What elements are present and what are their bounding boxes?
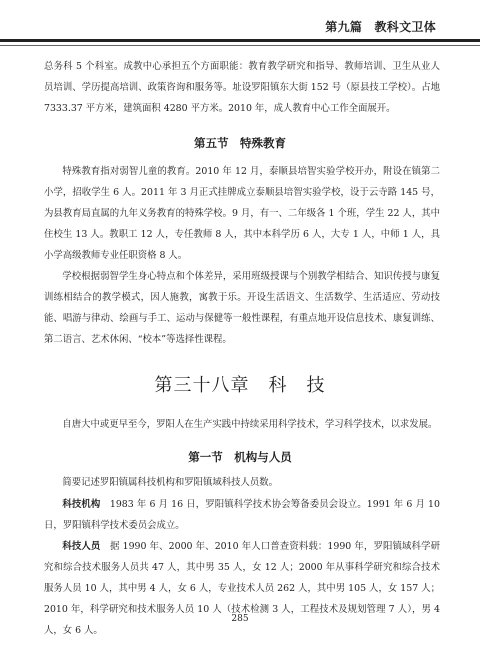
section-title-institutions-personnel: 第一节 机构与人员 <box>188 450 292 464</box>
label-tech-institutions: 科技机构 <box>62 499 101 510</box>
paragraph-special-education-teaching: 学校根据弱智学生身心特点和个体差异，采用班级授课与个别教学相结合、知识传授与康复训练相结合的教学模式，因人施教，寓教于乐。开设生活语文、生活数学、生活适应、劳动技能、唱游与律动、绘画与手工、运动与保健等一般性课程，有重点地开设信息技术、康复训练、第二语言、艺术休闲、“校本”等选择性课程。 <box>44 271 440 345</box>
text-tech-institutions: 1983 年 6 月 16 日，罗阳镇科学技术协会筹备委员会设立。1991 年 6 月 10 日，罗阳镇科学技术委员会成立。 <box>44 499 440 531</box>
section-title-special-education: 第五节 特殊教育 <box>194 136 286 150</box>
paragraph-special-education-intro: 特殊教育指对弱智儿童的教育。2010 年 12 月，泰顺县培智实验学校开办，附设在镇第二小学，招收学生 6 人。2011 年 3 月正式挂牌成立泰顺县培智实验学校，设于云寺路 145 号，为县教育局直属的九年义务教育的特殊学校。9 月，有一、二年级各 1 个班，学生 22 人，其中住校生 13 人。教职工 12 人，专任教师 8 人，其中本科学历 6 人，大专 1 人，中师 1 人，具小学高级教师专业任职资格 8 人。 <box>44 166 440 261</box>
paragraph-section-summary: 简要记述罗阳镇属科技机构和罗阳镇域科技人员数。 <box>62 477 278 488</box>
paragraph-tech-personnel <box>44 536 440 641</box>
label-tech-personnel: 科技人员 <box>62 541 101 552</box>
header-rule-thick <box>0 39 480 42</box>
running-head-title: 第九篇 教科文卫体 <box>325 20 436 34</box>
paragraph-tech-institutions <box>44 494 440 536</box>
paragraph-adult-education-cont: 总务科 5 个科室。成教中心承担五个方面职能：教育教学研究和指导、教师培训、卫生从业人员培训、学历提高培训、政策咨询和服务等。址设罗阳镇东大街 152 号（原县技工学校）。占地 7333.37 平方米，建筑面积 4280 平方米。2010 年，成人教育中心工作全面展开。 <box>44 61 440 114</box>
chapter-title: 第三十八章 科 技 <box>154 375 326 396</box>
paragraph-chapter-intro: 自唐大中或更早至今，罗阳人在生产实践中持续采用科学技术，学习科学技术，以求发展。 <box>62 419 438 430</box>
text-tech-personnel: 据 1990 年、2000 年、2010 年人口普查资料载：1990 年，罗阳镇域科学研究和综合技术服务人员共 47 人，其中男 35 人，女 12 人；2000 年从事科学研究和综合技术服务人员 10 人，其中男 4 人，女 6 人，专业技术人员 262 人，其中男 105 人，女 157 人；2010 年，科学研究和技术服务人员 10 人（技术检测 3 人，工程技术及规划管理 7 人），男 4 人，女 6 人。 <box>44 541 440 636</box>
header-rule-thin <box>0 45 480 46</box>
page-number: 285 <box>231 614 249 624</box>
